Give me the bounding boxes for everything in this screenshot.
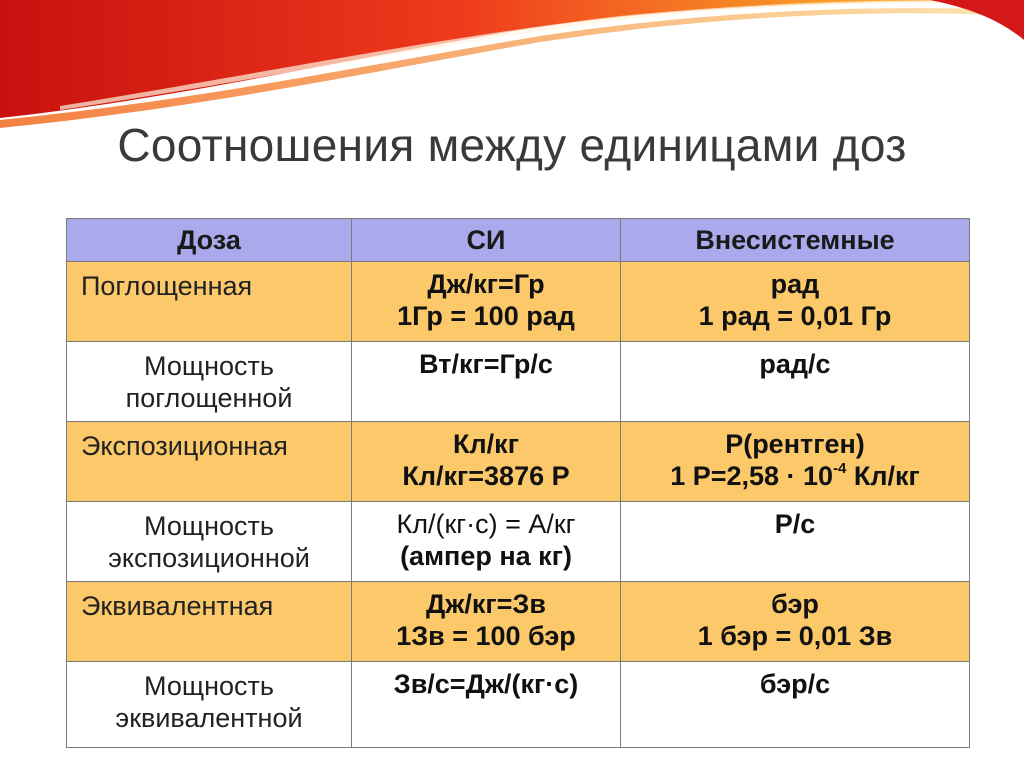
swoosh-corner-right — [930, 0, 1024, 40]
table-row — [67, 342, 970, 422]
non-system-relation: 1 рад = 0,01 Гр — [698, 301, 892, 331]
header-si: СИ — [352, 219, 621, 262]
si-unit: Дж/кг=Гр — [427, 269, 545, 299]
non-system-cell — [621, 662, 970, 748]
non-system-relation — [621, 460, 969, 492]
si-unit: Кл/(кг·с) = А/кг — [396, 509, 576, 539]
non-system-unit: бэр/с — [759, 669, 831, 699]
dose-name-line2: поглощенной — [125, 383, 293, 413]
dose-name-cell — [67, 582, 352, 662]
table-row — [67, 502, 970, 582]
header-non-system: Внесистемные — [621, 219, 970, 262]
si-unit: Дж/кг=Зв — [426, 589, 546, 619]
table-row — [67, 662, 970, 748]
si-cell — [352, 262, 621, 342]
si-relation: Кл/кг=3876 Р — [402, 461, 570, 491]
dose-name-cell — [67, 502, 352, 582]
dose-name-line2: экспозиционной — [108, 543, 310, 573]
si-relation: 1Гр = 100 рад — [397, 301, 575, 331]
si-cell — [352, 342, 621, 422]
decorative-swoosh — [0, 0, 1024, 130]
dose-name: Эквивалентная — [81, 591, 274, 621]
non-system-unit: рад — [770, 269, 820, 299]
non-system-cell — [621, 262, 970, 342]
dose-name-line1: Мощность — [144, 351, 274, 381]
swoosh-band-red — [0, 0, 1024, 118]
table-row — [67, 422, 970, 502]
si-cell — [352, 662, 621, 748]
non-system-cell — [621, 342, 970, 422]
non-system-unit: Р/с — [774, 509, 816, 539]
dose-name-line2: эквивалентной — [115, 703, 303, 733]
si-relation: 1Зв = 100 бэр — [396, 621, 576, 651]
dose-name: Поглощенная — [81, 271, 253, 301]
non-system-unit: Р(рентген) — [725, 429, 865, 459]
dose-name-line1: Мощность — [144, 511, 274, 541]
relation-base: 1 Р=2,58 · 10 — [670, 461, 834, 491]
table-row — [67, 582, 970, 662]
non-system-cell — [621, 502, 970, 582]
si-unit-note: (ампер на кг) — [400, 541, 572, 571]
relation-unit: Кл/кг — [846, 461, 920, 491]
si-unit: Вт/кг=Гр/с — [419, 349, 553, 379]
dose-units-table — [66, 218, 970, 748]
dose-name-cell — [67, 342, 352, 422]
si-cell — [352, 502, 621, 582]
non-system-unit: бэр — [771, 589, 819, 619]
dose-name-cell — [67, 662, 352, 748]
slide-title: Соотношения между единицами доз — [117, 119, 907, 171]
header-dose: Доза — [67, 219, 352, 262]
si-unit: Кл/кг — [453, 429, 519, 459]
dose-name: Экспозиционная — [81, 431, 288, 461]
dose-name-cell — [67, 262, 352, 342]
si-unit: Зв/с=Дж/(кг·с) — [393, 669, 579, 699]
si-cell — [352, 422, 621, 502]
table-header-row — [67, 219, 970, 262]
dose-name-line1: Мощность — [144, 671, 274, 701]
non-system-cell — [621, 422, 970, 502]
non-system-unit: рад/с — [759, 349, 831, 379]
dose-name-cell — [67, 422, 352, 502]
non-system-relation: 1 бэр = 0,01 Зв — [697, 621, 893, 651]
exponent: -4 — [833, 460, 847, 477]
table-row — [67, 262, 970, 342]
si-cell — [352, 582, 621, 662]
non-system-cell — [621, 582, 970, 662]
